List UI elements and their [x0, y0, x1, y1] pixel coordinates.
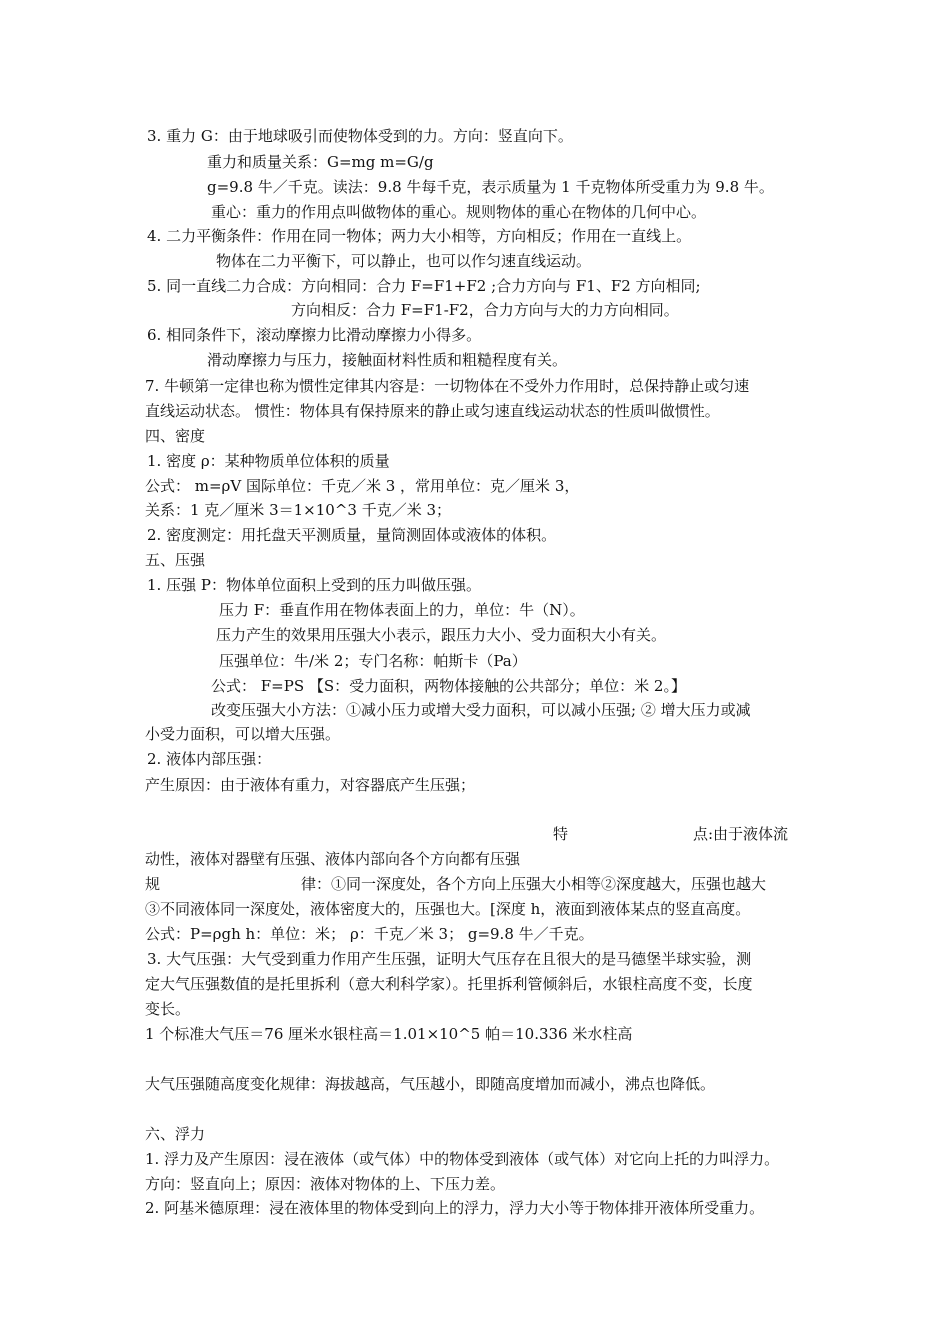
text-line: 5. 同一直线二力合成：方向相同：合力 F=F1+F2 ;合力方向与 F1、F2 方向相同;: [147, 277, 701, 295]
text-line: 3. 大气压强：大气受到重力作用产生压强，证明大气压存在且很大的是马德堡半球实验，测: [147, 950, 752, 968]
text-line: 律：①同一深度处，各个方向上压强大小相等②深度越大，压强也越大: [301, 875, 767, 893]
text-line: 公式： m=ρV 国际单位：千克／米 3 ，常用单位：克／厘米 3，: [145, 477, 580, 495]
text-line: 大气压强随高度变化规律：海拔越高，气压越小，即随高度增加而减小，沸点也降低。: [145, 1075, 716, 1093]
text-line: 关系：1 克／厘米 3＝1×10^3 千克／米 3；: [145, 501, 452, 519]
text-fragment: 特: [553, 825, 569, 843]
text-line: 1. 压强 P：物体单位面积上受到的压力叫做压强。: [147, 576, 481, 594]
section-heading: 六、浮力: [145, 1125, 206, 1143]
text-line: g=9.8 牛／千克。读法：9.8 牛每千克，表示质量为 1 千克物体所受重力为 9.8 牛。: [207, 178, 774, 196]
text-line: 滑动摩擦力与压力，接触面材料性质和粗糙程度有关。: [207, 351, 568, 369]
text-line: 6. 相同条件下，滚动摩擦力比滑动摩擦力小得多。: [147, 326, 482, 344]
text-line: 改变压强大小方法：①减小压力或增大受力面积，可以减小压强; ② 增大压力或减: [211, 701, 751, 719]
text-fragment: 点:由于液体流: [693, 825, 789, 843]
text-line: 3. 重力 G：由于地球吸引而使物体受到的力。方向：竖直向下。: [147, 127, 573, 145]
section-heading: 四、密度: [145, 427, 206, 445]
text-line: 重心：重力的作用点叫做物体的重心。规则物体的重心在物体的几何中心。: [211, 203, 707, 221]
text-line: 7. 牛顿第一定律也称为惯性定律其内容是：一切物体在不受外力作用时，总保持静止或匀速: [145, 377, 750, 395]
text-line: ③不同液体同一深度处，液体密度大的，压强也大。[深度 h，液面到液体某点的竖直高度。: [145, 900, 751, 918]
text-line: 压力 F：垂直作用在物体表面上的力，单位：牛（N）。: [219, 601, 585, 619]
text-line: 方向相反：合力 F=F1-F2，合力方向与大的力方向相同。: [291, 301, 679, 319]
text-line: 动性，液体对器壁有压强、液体内部向各个方向都有压强: [145, 850, 521, 868]
text-line: 公式： F=PS 【S：受力面积，两物体接触的公共部分；单位：米 2。】: [211, 677, 686, 695]
text-line: 4. 二力平衡条件：作用在同一物体；两力大小相等，方向相反；作用在一直线上。: [147, 227, 692, 245]
text-line: 重力和质量关系：G=mg m=G/g: [207, 153, 434, 171]
text-line: 1. 浮力及产生原因：浸在液体（或气体）中的物体受到液体（或气体）对它向上托的力叫浮力。: [145, 1150, 780, 1168]
text-line: 变长。: [145, 1000, 191, 1018]
text-line: 方向：竖直向上；原因：液体对物体的上、下压力差。: [145, 1175, 506, 1193]
text-line: 定大气压强数值的是托里拆利（意大利科学家）。托里拆利管倾斜后，水银柱高度不变，长度: [145, 975, 753, 993]
text-line: 2. 密度测定：用托盘天平测质量，量筒测固体或液体的体积。: [147, 526, 557, 544]
text-line: 公式：P=ρgh h：单位：米； ρ：千克／米 3； g=9.8 牛／千克。: [145, 925, 594, 943]
text-line: 物体在二力平衡下，可以静止，也可以作匀速直线运动。: [216, 252, 592, 270]
text-fragment: 规: [145, 875, 161, 893]
text-line: 压力产生的效果用压强大小表示，跟压力大小、受力面积大小有关。: [216, 626, 667, 644]
text-line: 产生原因：由于液体有重力，对容器底产生压强；: [145, 776, 476, 794]
text-line: 2. 液体内部压强：: [147, 750, 272, 768]
text-line: 压强单位：牛/米 2；专门名称：帕斯卡（Pa）: [219, 652, 527, 670]
text-line: 小受力面积，可以增大压强。: [145, 725, 341, 743]
text-line: 1. 密度 ρ：某种物质单位体积的质量: [147, 452, 390, 470]
text-line: 2. 阿基米德原理：浸在液体里的物体受到向上的浮力，浮力大小等于物体排开液体所受重力。: [145, 1199, 765, 1217]
text-line: 直线运动状态。 惯性：物体具有保持原来的静止或匀速直线运动状态的性质叫做惯性。: [145, 402, 720, 420]
section-heading: 五、压强: [145, 551, 206, 569]
text-line: 1 个标准大气压＝76 厘米水银柱高＝1.01×10^5 帕＝10.336 米水柱高: [145, 1025, 633, 1043]
